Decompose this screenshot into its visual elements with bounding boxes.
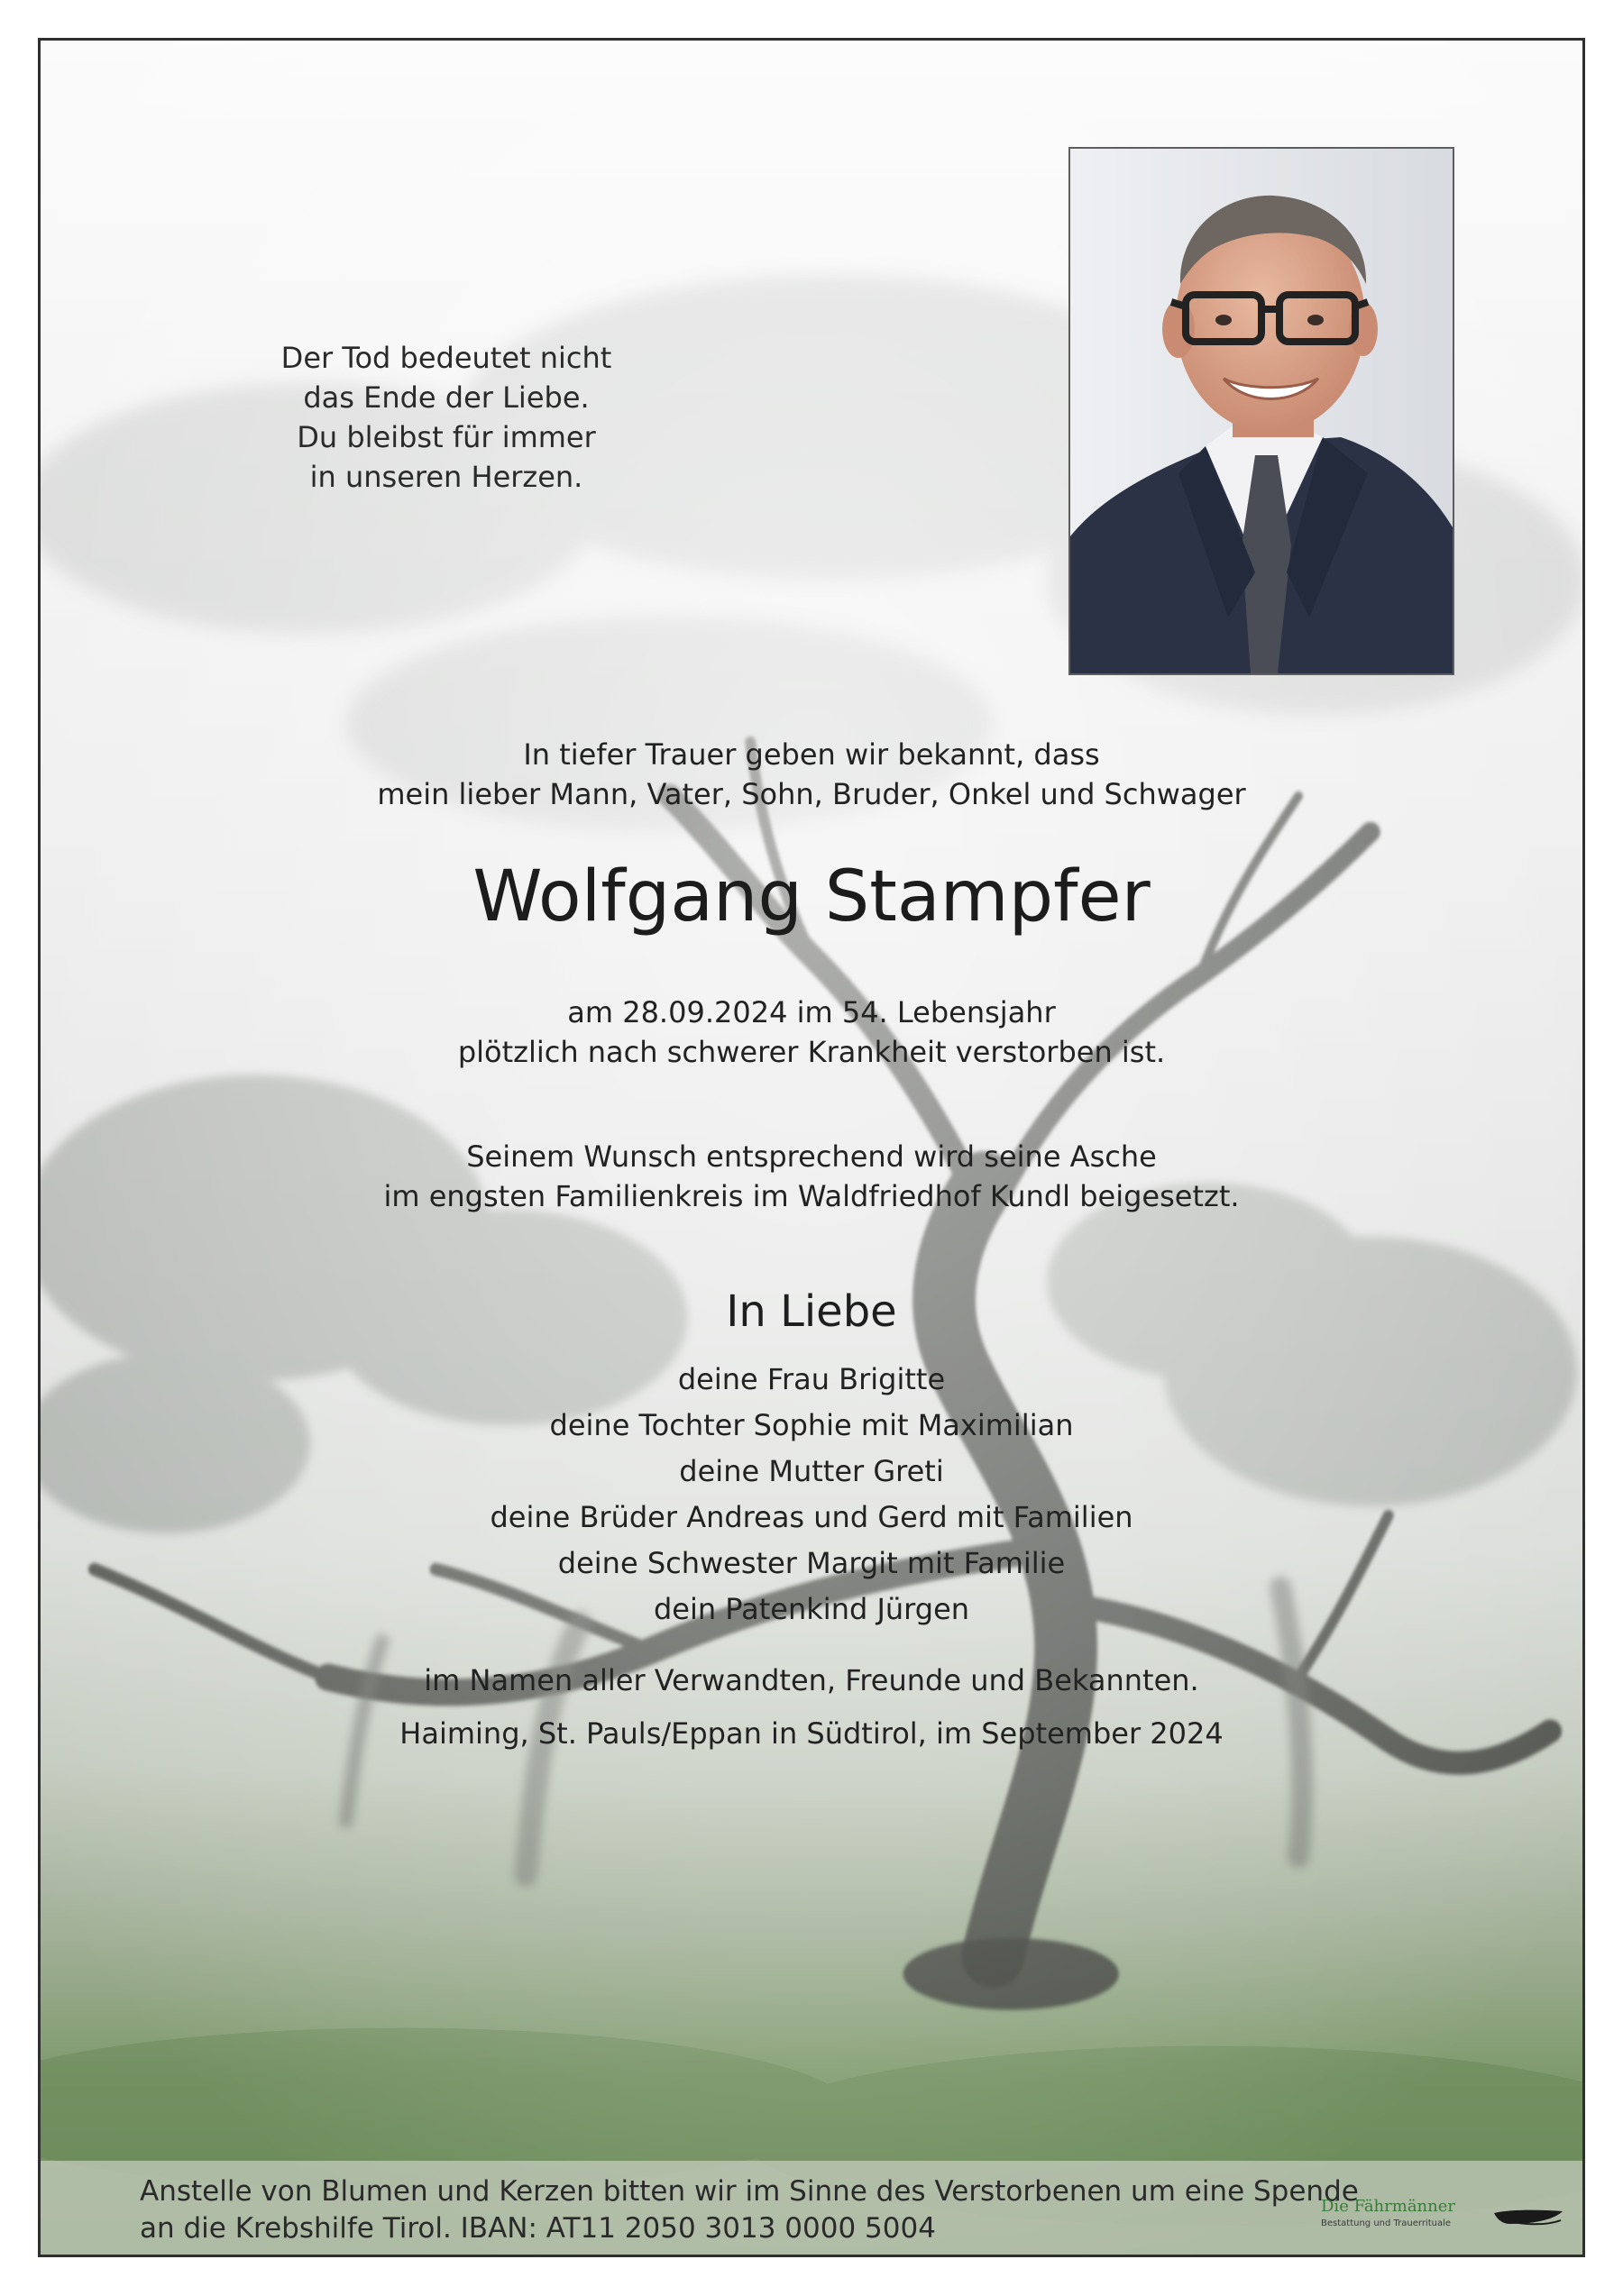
- burial-line: Seinem Wunsch entsprechend wird seine Asche: [466, 1139, 1157, 1174]
- mourner-line: deine Tochter Sophie mit Maximilian: [549, 1408, 1074, 1442]
- quote-line: in unseren Herzen.: [309, 460, 583, 494]
- deceased-name: Wolfgang Stampfer: [472, 856, 1151, 938]
- quote-line: das Ende der Liebe.: [303, 380, 590, 415]
- mourners-list: [41, 1357, 1582, 1633]
- donation-text: [140, 2173, 1359, 2247]
- announcement-line: mein lieber Mann, Vater, Sohn, Bruder, Onkel und Schwager: [377, 777, 1246, 811]
- memorial-quote: [221, 338, 672, 497]
- quote-line: Du bleibst für immer: [297, 420, 596, 454]
- closing-line: im Namen aller Verwandten, Freunde und Bekannten.: [424, 1663, 1199, 1697]
- logo-subtitle: Bestattung und Trauerrituale: [1321, 2218, 1452, 2228]
- death-line: plötzlich nach schwerer Krankheit verstorben ist.: [457, 1035, 1166, 1069]
- mourner-line: deine Brüder Andreas und Gerd mit Familien: [490, 1500, 1133, 1534]
- announcement-text: [41, 735, 1582, 814]
- mourner-line: deine Frau Brigitte: [677, 1362, 946, 1396]
- funeral-home-logo: [1321, 2197, 1564, 2238]
- closing-line: Haiming, St. Pauls/Eppan in Südtirol, im September 2024: [399, 1716, 1224, 1751]
- closing-text: [41, 1654, 1582, 1761]
- mourners-heading: In Liebe: [726, 1286, 897, 1337]
- donation-line: Anstelle von Blumen und Kerzen bitten wir im Sinne des Verstorbenen um eine Spende: [140, 2175, 1359, 2208]
- obituary-card: [38, 38, 1585, 2257]
- mourner-line: deine Schwester Margit mit Familie: [557, 1546, 1066, 1580]
- death-details: [41, 992, 1582, 1072]
- boat-icon: [1492, 2200, 1564, 2231]
- donation-footer: [41, 2161, 1582, 2257]
- portrait-photo: [1068, 147, 1454, 675]
- announcement-line: In tiefer Trauer geben wir bekannt, dass: [523, 737, 1100, 772]
- quote-line: Der Tod bedeutet nicht: [280, 341, 612, 375]
- donation-line: an die Krebshilfe Tirol. IBAN: AT11 2050 3013 0000 5004: [140, 2212, 936, 2245]
- death-line: am 28.09.2024 im 54. Lebensjahr: [567, 995, 1056, 1029]
- burial-line: im engsten Familienkreis im Waldfriedhof Kundl beigesetzt.: [383, 1179, 1240, 1213]
- mourner-line: dein Patenkind Jürgen: [653, 1592, 970, 1626]
- logo-name: Die Fährmänner: [1321, 2197, 1456, 2216]
- burial-details: [41, 1137, 1582, 1216]
- mourner-line: deine Mutter Greti: [679, 1454, 944, 1488]
